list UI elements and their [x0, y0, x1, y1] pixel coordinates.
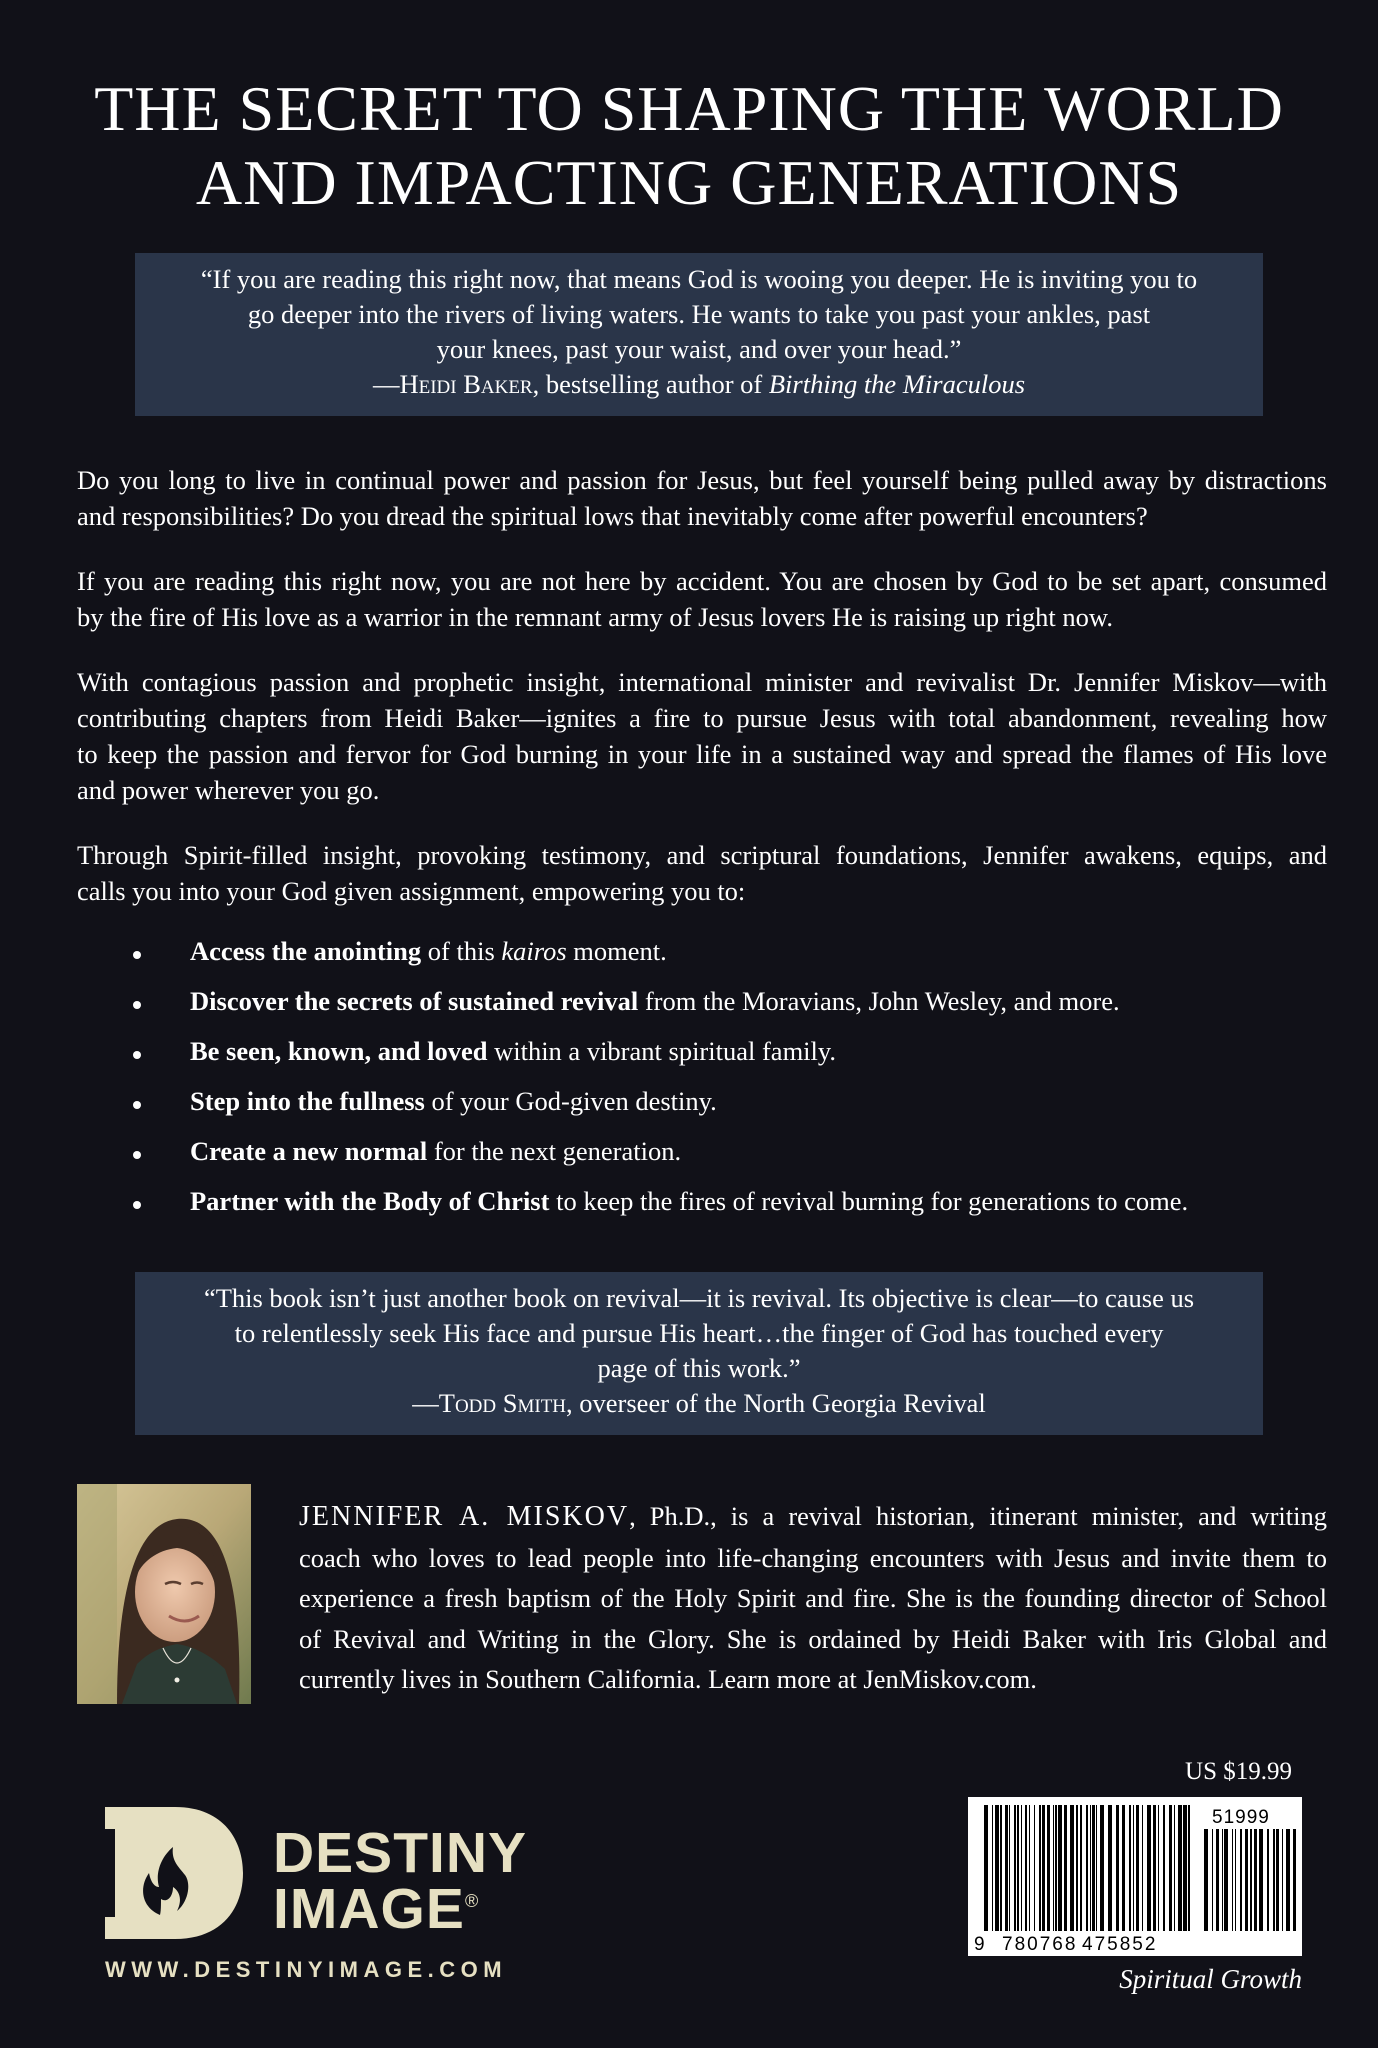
barcode-bar: [1039, 1805, 1041, 1931]
barcode-bar: [1250, 1829, 1252, 1931]
quote-attribution: [135, 1386, 1263, 1421]
endorsement-quote-heidi-baker: [135, 253, 1263, 416]
quote-line: to relentlessly seek His face and pursue His heart…the finger of God has touched every: [234, 1318, 1164, 1348]
list-item-italic: kairos: [501, 936, 567, 966]
barcode-bar: [1204, 1829, 1208, 1931]
book-category: Spiritual Growth: [1119, 1964, 1302, 1994]
barcode-bar: [992, 1805, 993, 1931]
quote-line: “If you are reading this right now, that means God is wooing you deeper. He is inviting you to: [200, 264, 1198, 294]
isbn-barcode: [968, 1797, 1302, 1956]
barcode-bar: [1029, 1805, 1030, 1931]
barcode-bar: [1053, 1805, 1054, 1931]
barcode-addon-bars: [1204, 1829, 1296, 1931]
author-bio: [299, 1496, 1327, 1700]
barcode-bar: [1090, 1805, 1091, 1931]
list-item-text: from the Moravians, John Wesley, and more.: [638, 986, 1120, 1016]
headline: [60, 72, 1318, 220]
barcode-bar: [1254, 1829, 1257, 1931]
attribution-book-title: Birthing the Miraculous: [768, 369, 1026, 399]
paragraph-line: calls you into your God given assignment, empowering you to:: [77, 876, 746, 906]
bio-line: currently lives in Southern California. Learn more at JenMiskov.com.: [299, 1664, 1037, 1694]
publisher-name-line-2: IMAGE: [273, 1877, 465, 1941]
barcode-bar: [1047, 1805, 1050, 1931]
barcode-bar: [1212, 1829, 1213, 1931]
barcode-bar: [1042, 1805, 1045, 1931]
barcode-bar: [1293, 1829, 1296, 1931]
publisher-logo: [105, 1805, 528, 1985]
list-item-text: moment.: [566, 936, 667, 966]
barcode-bar: [984, 1805, 988, 1931]
barcode-bar: [1235, 1829, 1236, 1931]
barcode-bar: [1070, 1805, 1074, 1931]
bullet-dot: [133, 1151, 141, 1159]
barcode-bar: [1276, 1829, 1279, 1931]
barcode-bar: [1267, 1829, 1269, 1931]
barcode-bar: [1273, 1829, 1275, 1931]
barcode-bar: [1286, 1829, 1290, 1931]
barcode-bar: [1245, 1829, 1248, 1931]
barcode-bar: [1240, 1829, 1242, 1931]
bio-line: [299, 1496, 1327, 1538]
barcode-main-bars: [984, 1805, 1190, 1931]
attribution-role: , bestselling author of: [532, 369, 769, 399]
list-item-text: for the next generation.: [427, 1136, 682, 1166]
description-paragraph-1: [77, 462, 1327, 534]
barcode-bar: [1086, 1805, 1088, 1931]
barcode-bar: [1034, 1805, 1035, 1931]
barcode-bar: [1169, 1805, 1172, 1931]
author-portrait-image: [77, 1484, 251, 1704]
price-label: US $19.99: [1185, 1758, 1292, 1785]
list-item-bold: Partner with the Body of Christ: [190, 1186, 550, 1216]
isbn-lead-digit: 9: [974, 1934, 985, 1955]
quote-line: “This book isn’t just another book on revival—it is revival. Its objective is clear—to cause us: [203, 1283, 1195, 1313]
barcode-bar: [1021, 1805, 1022, 1931]
headline-line-2: AND IMPACTING GENERATIONS: [195, 147, 1183, 218]
barcode-addon-digits: 51999: [1212, 1807, 1270, 1828]
barcode-bar: [1100, 1805, 1104, 1931]
bullet-dot: [133, 1101, 141, 1109]
barcode-bar: [1108, 1805, 1112, 1931]
barcode-bar: [1178, 1805, 1182, 1931]
barcode-bar: [1147, 1805, 1151, 1931]
barcode-bar: [1005, 1805, 1008, 1931]
barcode-bar: [1009, 1805, 1010, 1931]
isbn-digits-group-2: 475852: [1082, 1934, 1158, 1955]
barcode-bar: [1064, 1805, 1067, 1931]
attribution-role: , overseer of the North Georgia Revival: [566, 1388, 986, 1418]
attribution-name: Heidi Baker: [399, 369, 533, 399]
description-paragraph-3: [77, 664, 1327, 808]
bio-line: experience a fresh baptism of the Holy Spirit and fire. She is the founding director of School: [299, 1583, 1327, 1613]
endorsement-quote-todd-smith: [135, 1272, 1263, 1435]
paragraph-line: to keep the passion and fervor for God burning in your life in a sustained way and spread the flames of His love: [77, 739, 1327, 769]
list-item-text: to keep the fires of revival burning for generations to come.: [549, 1186, 1189, 1216]
paragraph-line: If you are reading this right now, you are not here by accident. You are chosen by God to be set apart, consumed: [77, 566, 1327, 596]
barcode-bar: [1017, 1805, 1019, 1931]
destiny-image-d-flame-icon: [105, 1807, 255, 1942]
description-paragraph-4: [77, 837, 1327, 909]
barcode-bar: [1122, 1805, 1125, 1931]
barcode-bar: [1259, 1829, 1263, 1931]
list-item-text: of your God-given destiny.: [424, 1086, 717, 1116]
barcode-bar: [1092, 1805, 1095, 1931]
bullet-dot: [133, 1001, 141, 1009]
bullet-dot: [133, 951, 141, 959]
barcode-bar: [1153, 1805, 1156, 1931]
registered-mark: ®: [465, 1891, 479, 1911]
list-item-bold: Create a new normal: [190, 1136, 428, 1166]
paragraph-line: contributing chapters from Heidi Baker—ignites a fire to pursue Jesus with total abandonment, revealing how: [77, 703, 1327, 733]
barcode-bar: [1014, 1805, 1016, 1931]
barcode-bar: [1116, 1805, 1119, 1931]
barcode-bar: [1158, 1805, 1159, 1931]
list-item-bold: Step into the fullness: [190, 1086, 425, 1116]
barcode-bar: [995, 1805, 999, 1931]
barcode-bar: [1080, 1805, 1082, 1931]
barcode-bar: [1216, 1829, 1219, 1931]
barcode-graphic: [968, 1797, 1302, 1956]
quote-line: page of this work.”: [597, 1353, 801, 1383]
barcode-bar: [1129, 1805, 1131, 1931]
barcode-bar: [1058, 1805, 1062, 1931]
description-paragraph-2: [77, 563, 1327, 635]
paragraph-line: With contagious passion and prophetic insight, international minister and revivalist Dr. Jennifer Miskov—with: [77, 667, 1327, 697]
barcode-bar: [1136, 1805, 1139, 1931]
attribution-name: Todd Smith: [438, 1388, 567, 1418]
barcode-bar: [1163, 1805, 1165, 1931]
barcode-bar: [1222, 1829, 1223, 1931]
barcode-bar: [1282, 1829, 1283, 1931]
bio-line: coach who loves to lead people into life-changing encounters with Jesus and invite them to: [299, 1542, 1327, 1573]
attribution-dash: —: [412, 1388, 439, 1418]
list-item-bold: Be seen, known, and loved: [190, 1036, 488, 1066]
paragraph-line: and power wherever you go.: [77, 775, 380, 805]
barcode-bar: [1000, 1805, 1002, 1931]
list-item-text: within a vibrant spiritual family.: [487, 1036, 837, 1066]
bio-line: of Revival and Writing in the Glory. She is ordained by Heidi Baker with Iris Global and: [299, 1623, 1327, 1654]
publisher-wordmark: [273, 1821, 528, 1941]
barcode-bar: [1055, 1805, 1057, 1931]
barcode-bar: [1025, 1805, 1027, 1931]
attribution-dash: —: [372, 369, 400, 399]
bio-text: , Ph.D., is a revival historian, itinerant minister, and writing: [629, 1501, 1327, 1531]
publisher-url: WWW.DESTINYIMAGE.COM: [105, 1957, 508, 1982]
publisher-name-line-1: DESTINY: [273, 1821, 528, 1885]
bullet-dot: [133, 1201, 141, 1209]
list-item-bold: Access the anointing: [190, 936, 422, 966]
bullet-dot: [133, 1051, 141, 1059]
quote-line: go deeper into the rivers of living waters. He wants to take you past your ankles, past: [247, 299, 1151, 329]
barcode-bar: [1076, 1805, 1078, 1931]
barcode-bar: [1096, 1805, 1097, 1931]
barcode-bar: [1133, 1805, 1134, 1931]
barcode-bar: [1224, 1829, 1228, 1931]
list-item-bold: Discover the secrets of sustained revival: [190, 986, 639, 1016]
author-name: JENNIFER A. MISKOV: [299, 1501, 630, 1532]
quote-line: your knees, past your waist, and over your head.”: [436, 334, 962, 364]
paragraph-line: Through Spirit-filled insight, provoking testimony, and scriptural foundations, Jennifer awakens, equips, and: [77, 840, 1327, 870]
isbn-digits-group-1: 780768: [1002, 1934, 1078, 1955]
quote-attribution: [135, 367, 1263, 402]
barcode-bar: [1174, 1805, 1175, 1931]
barcode-bar: [1232, 1829, 1233, 1931]
barcode-bar: [1183, 1805, 1187, 1931]
barcode-bar: [1188, 1805, 1190, 1931]
author-photo: [77, 1484, 251, 1704]
barcode-bar: [1142, 1805, 1143, 1931]
paragraph-line: Do you long to live in continual power and passion for Jesus, but feel yourself being pulled away by distractions: [77, 465, 1327, 495]
list-item-text: of this: [421, 936, 502, 966]
paragraph-line: and responsibilities? Do you dread the spiritual lows that inevitably come after powerful encounters?: [77, 501, 1148, 531]
headline-line-1: THE SECRET TO SHAPING THE WORLD: [94, 73, 1284, 144]
paragraph-line: by the fire of His love as a warrior in the remnant army of Jesus lovers He is raising up right now.: [77, 602, 1113, 632]
